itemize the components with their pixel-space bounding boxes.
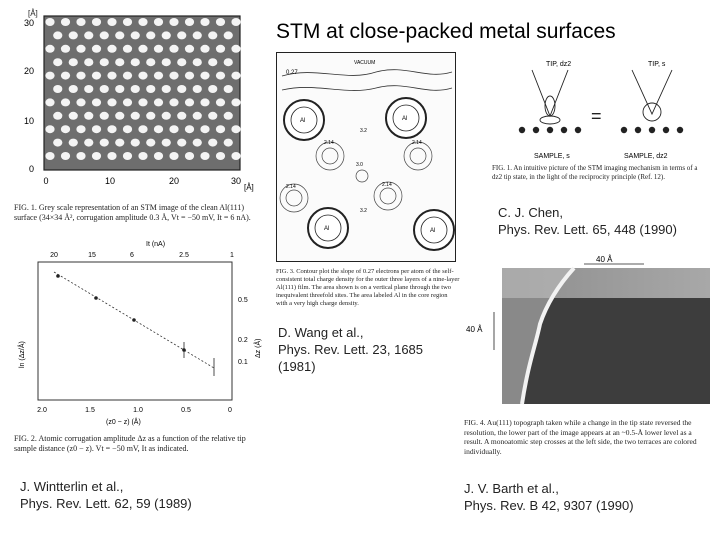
al-atom [53,31,62,39]
al-atom [115,58,124,66]
al-atom [224,58,233,66]
reciprocity-label: TIP, s [648,61,666,68]
al-atom [84,85,93,93]
al-atom [76,45,85,53]
al-atom [216,125,225,133]
scale-label-top: 40 Å [596,255,613,264]
corrugation-bottom-tick: 0.5 [181,407,191,414]
al-image-x-tick: 10 [104,176,116,186]
al-atom [146,139,155,147]
corrugation-top-tick: 2.5 [179,252,189,259]
al-atom [138,72,147,80]
corrugation-top-tick: 6 [130,252,134,259]
reciprocity-label: TIP, dz2 [546,61,572,68]
al-atom [208,85,217,93]
al-atom [92,72,101,80]
al-atom [185,45,194,53]
corrugation-top-axis-label: It (nA) [146,241,166,248]
citation-barth: J. V. Barth et al., Phys. Rev. B 42, 9307 (1990) [464,481,634,513]
al-atom [53,139,62,147]
al-atom [138,18,147,26]
al-image-x-tick: 20 [168,176,180,186]
al-atom [131,58,140,66]
citation-chen: C. J. Chen, Phys. Rev. Lett. 65, 448 (1990) [498,205,677,237]
scale-label-side: 40 Å [466,325,483,334]
al-atom [123,18,132,26]
al-atom [224,31,233,39]
citation-wang: D. Wang et al., Phys. Rev. Lett. 23, 1685 (1981) [278,325,424,374]
corrugation-top-tick: 15 [88,252,96,259]
dz2-tip-orbital [532,70,568,124]
al-atom [123,98,132,106]
al-image-x-tick: 30 [230,176,242,186]
al-atom [69,112,78,120]
contour-header: VACUUM [354,60,376,66]
al-atom [185,98,194,106]
al-atom [45,125,54,133]
al-atom [231,152,240,160]
corrugation-bottom-tick: 2.0 [37,407,47,414]
corrugation-plot-frame [38,262,232,400]
corrugation-data-point [132,318,136,322]
al-atom [224,112,233,120]
al-atom [53,58,62,66]
corrugation-data-point [56,274,60,278]
al-atom [162,58,171,66]
al-atom [115,112,124,120]
al-atom [131,139,140,147]
al-atom [208,139,217,147]
al-atom [162,112,171,120]
sample-atoms-right [621,127,683,133]
al-atom [185,125,194,133]
al-atom [208,112,217,120]
al-atom [138,98,147,106]
sample-atoms-left [519,127,581,133]
al-atom [154,152,163,160]
al-atom [115,31,124,39]
contour-level-label: 3.2 [360,128,367,134]
corrugation-left-axis-label: ln (Δz/Å) [19,341,26,368]
al-atom [115,139,124,147]
s-tip-orbital [632,70,672,121]
al-atom [154,98,163,106]
contour-caption: FIG. 3. Contour plot the slope of 0.27 electrons per atom of the self-consistent total charge density for the outer three layers of a nine-layer Al(111) film. The area shown is on a vertical plane through the two inequivalent threefold sites. The area labeled Al in the core region with a very high charge density. [276,268,460,307]
al-stm-image-figure [14,4,252,196]
al-atom [185,152,194,160]
al-atom [69,85,78,93]
al-atom [146,31,155,39]
al-atom [100,139,109,147]
al-atom [231,98,240,106]
au-topograph-figure [464,254,714,414]
al-atom [115,85,124,93]
al-atom [193,58,202,66]
al-atom [216,152,225,160]
al-atom [107,125,116,133]
al-atom [216,45,225,53]
al-atom [169,125,178,133]
al-atom [138,152,147,160]
al-atom [169,72,178,80]
al-atom [61,45,70,53]
contour-level-label: 3.2 [360,208,367,214]
corrugation-right-tick: 0.1 [238,359,248,366]
al-atom [92,98,101,106]
al-atom [107,18,116,26]
corrugation-caption: FIG. 2. Atomic corrugation amplitude Δz as a function of the relative tip sample distance (z0 − z). Vt = −50 mV, It as indicated. [14,434,246,453]
al-atom [177,112,186,120]
al-atom [231,125,240,133]
corrugation-plot-figure [14,238,266,430]
al-atom [146,112,155,120]
al-atom [100,31,109,39]
al-atom [123,125,132,133]
al-atom [231,18,240,26]
al-atom [61,125,70,133]
al-image-y-tick: 10 [23,116,34,126]
corrugation-right-axis-label: Δz (Å) [255,338,262,358]
al-atom [123,72,132,80]
al-atom [92,18,101,26]
contour-atom-label: Al [402,116,408,122]
al-atom [154,45,163,53]
al-atom [138,45,147,53]
corrugation-top-tick: 1 [230,252,234,259]
al-atom [53,85,62,93]
al-atom [107,72,116,80]
al-image-caption: FIG. 1. Grey scale representation of an STM image of the clean Al(111) surface (34×34 Å², corrugation amplitude 0.3 Å, Vt = −50 mV, It = 6 nA). [14,203,251,222]
al-atom [45,18,54,26]
al-atom [154,125,163,133]
al-atom [76,125,85,133]
al-atom [107,98,116,106]
contour-level-label: 0.27 [286,70,298,76]
al-atom [162,85,171,93]
al-atom [92,125,101,133]
al-atom [200,18,209,26]
slide-title: STM at close-packed metal surfaces [276,20,616,43]
al-atom [84,31,93,39]
al-atom [61,72,70,80]
contour-level-label: 3.0 [356,162,363,168]
al-atom [177,58,186,66]
corrugation-bottom-tick: 0 [228,407,232,414]
citation-wintterlin: J. Wintterlin et al., Phys. Rev. Lett. 62, 59 (1989) [20,479,192,511]
contour-atom-label: Al [300,118,306,124]
al-atom [185,72,194,80]
al-atom [231,45,240,53]
al-atom [100,112,109,120]
reciprocity-caption: FIG. 1. An intuitive picture of the STM imaging mechanism in terms of a dz2 tip state, in the light of the reciprocity principle (Ref. 12). [492,164,698,181]
al-image-y-tick: 0 [28,164,34,174]
reciprocity-label: SAMPLE, s [534,153,570,160]
al-atom [69,139,78,147]
al-atom [84,58,93,66]
al-atom [231,72,240,80]
corrugation-bottom-axis-label: (z0 − z) (Å) [106,419,141,426]
al-atom [208,58,217,66]
al-atom [76,72,85,80]
contour-level-label: 2.14 [382,182,392,188]
al-atom [45,45,54,53]
al-atom [69,58,78,66]
al-atom [146,85,155,93]
al-image-axis-unit-x: [Å] [244,183,254,192]
al-atom [193,85,202,93]
al-atom [84,112,93,120]
al-atom [185,18,194,26]
al-image-axis-unit-y: [Å] [28,9,38,18]
al-atom [216,18,225,26]
al-atom [200,125,209,133]
al-atom [100,85,109,93]
al-atom [169,152,178,160]
contour-level-label: 2.14 [412,140,422,146]
al-atom [216,98,225,106]
corrugation-bottom-tick: 1.0 [133,407,143,414]
al-atom [76,98,85,106]
al-atom [138,125,147,133]
al-atom [200,72,209,80]
al-atom [193,31,202,39]
al-atom [200,98,209,106]
al-atom [131,85,140,93]
al-atom [123,152,132,160]
al-image-y-tick: 30 [23,18,34,28]
al-atom [131,112,140,120]
al-atom [200,45,209,53]
al-atom [76,18,85,26]
al-atom [169,18,178,26]
al-atom [193,139,202,147]
corrugation-right-tick: 0.2 [238,337,248,344]
al-atom [61,152,70,160]
al-atom [131,31,140,39]
contour-atom-label: Al [324,226,330,232]
al-atom [123,45,132,53]
al-atom [169,98,178,106]
al-image-y-tick: 20 [23,66,34,76]
al-atom [45,152,54,160]
al-atom [154,72,163,80]
al-atom [162,31,171,39]
al-atom [107,45,116,53]
al-atom [177,139,186,147]
al-atom [53,112,62,120]
al-atom [92,45,101,53]
al-atom [200,152,209,160]
corrugation-right-tick: 0.5 [238,297,248,304]
al-atom [224,85,233,93]
al-atom [84,139,93,147]
reciprocity-label: SAMPLE, dz2 [624,153,668,160]
corrugation-data-point [94,296,98,300]
contour-atom-label: Al [430,228,436,234]
al-atom [146,58,155,66]
al-atom [100,58,109,66]
al-atom [169,45,178,53]
contour-level-label: 2.14 [286,184,296,190]
al-image-x-tick: 0 [43,176,49,186]
al-atom [224,139,233,147]
corrugation-top-tick: 20 [50,252,58,259]
al-atom [162,139,171,147]
au-topograph-caption: FIG. 4. Au(111) topograph taken while a change in the tip state reversed the resolution, the lower part of the image appears at an ~0.5-Å lower level as a result. A monoatomic step crosses at the left side, the two terraces are colored individually. [464,418,697,456]
al-atom [76,152,85,160]
al-atom [69,31,78,39]
al-atom [193,112,202,120]
al-atom [92,152,101,160]
al-atom [107,152,116,160]
al-atom [45,98,54,106]
al-atom [61,98,70,106]
reciprocity-diagram [488,56,714,162]
al-atom [177,31,186,39]
corrugation-bottom-tick: 1.5 [85,407,95,414]
al-atom [216,72,225,80]
charge-density-contour-figure [276,52,456,262]
al-atom [154,18,163,26]
al-atom [177,85,186,93]
al-atom [208,31,217,39]
al-atom [61,18,70,26]
equals-sign: = [591,106,602,126]
al-atom [45,72,54,80]
contour-level-label: 2.14 [324,140,334,146]
